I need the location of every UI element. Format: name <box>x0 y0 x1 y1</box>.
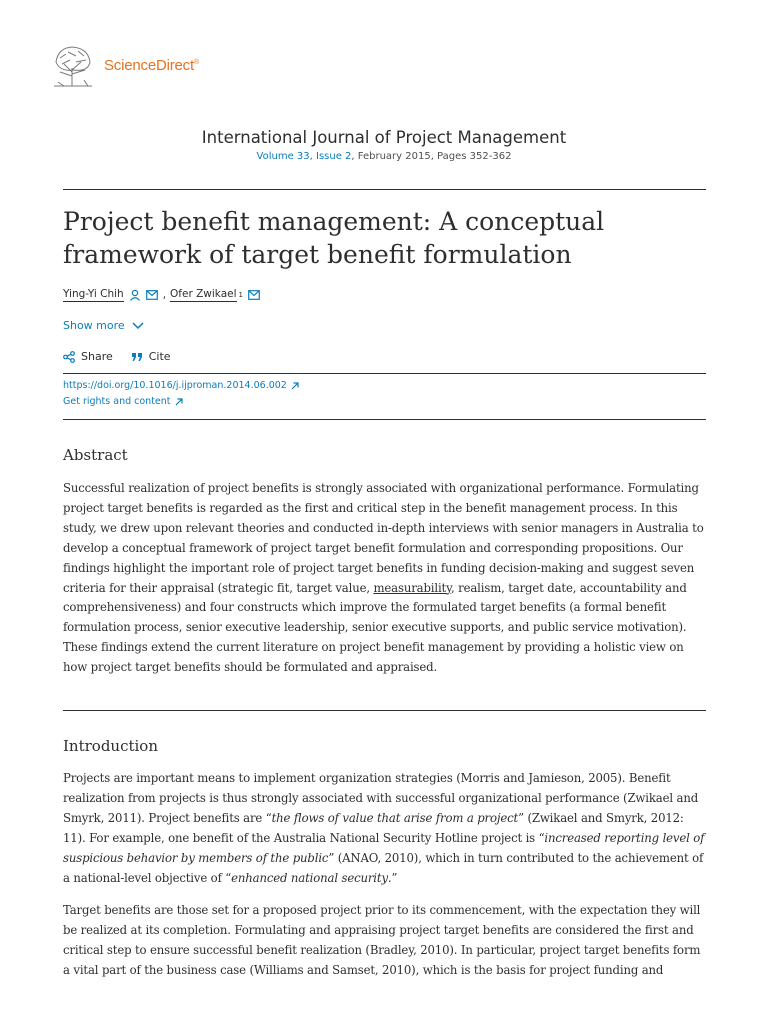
intro-paragraph-2: Target benefits are those set for a proposed project prior to its commencement, with the expectation they will be realized at its completion. Formulating and appraising project target benefits are considered the first and critical step to ensure successful benefit realization (Bradley, 2010). In particular, project target benefits form a vital part of the business case (Williams and Samset, 2010), which is the basis for project funding and <box>63 903 701 977</box>
introduction-heading: Introduction <box>63 737 158 755</box>
article-actions <box>63 350 189 363</box>
journal-issue <box>0 151 768 162</box>
email-icon[interactable] <box>248 290 260 300</box>
intro-paragraph-1 <box>63 769 708 888</box>
show-more-button[interactable] <box>63 319 145 332</box>
doi-link[interactable] <box>63 380 300 391</box>
intro-text: Projects are important means to implement organization strategies (Morris and Jamieson, 2005). Benefit realization from projects is thus strongly associated with successful organizational performance (Zwikael and Smyrk, 2011). Project benefits are “ <box>63 771 699 825</box>
abstract-text-part: , realism, target date, accountability and comprehensiveness) and four constructs which improve the formulated target benefits (a formal benefit formulation process, senior executive leadership, senior executive supports, and public service motivation). These findings extend the current literature on project benefit management by providing a holistic view on how project target benefits should be formulated and appraised. <box>63 580 687 675</box>
external-link-icon <box>290 381 300 391</box>
external-link-icon <box>174 397 184 407</box>
abstract-text <box>63 479 708 678</box>
divider-top <box>63 189 706 190</box>
share-label: Share <box>81 350 113 363</box>
article-links <box>63 380 300 412</box>
quote-icon <box>131 352 143 362</box>
intro-text: ” (Zwikael and Smyrk, 2012: 11). For example, one benefit of the Australia National Security Hotline project is “ <box>63 810 684 845</box>
journal-info <box>0 128 768 162</box>
author-affiliation-sup[interactable]: 1 <box>238 291 243 299</box>
share-button[interactable] <box>63 350 113 363</box>
person-icon[interactable] <box>129 289 141 301</box>
email-icon[interactable] <box>146 290 158 300</box>
divider-actions <box>63 373 706 374</box>
logo-mark: ® <box>193 58 199 66</box>
journal-title[interactable]: International Journal of Project Management <box>201 128 567 147</box>
site-header <box>50 40 199 90</box>
intro-quote: the flows of value that arise from a project <box>271 810 519 825</box>
article-title: Project benefit management: A conceptual framework of target benefit formulation <box>63 207 605 269</box>
chevron-down-icon <box>131 321 145 331</box>
author-list <box>63 288 260 302</box>
intro-text: .” <box>387 870 398 885</box>
intro-text: ” (ANAO, 2010), which in turn contributed to the achievement of a national-level objective of “ <box>63 850 704 885</box>
issue-date-pages: , February 2015, Pages 352-362 <box>351 151 512 162</box>
rights-link[interactable] <box>63 396 300 407</box>
author-ofer-zwikael[interactable]: Ofer Zwikael <box>170 288 237 300</box>
abstract-text-part: Successful realization of project benefits is strongly associated with organizational performance. Formulating project target benefits is regarded as the first and critical step in the benefit management process. In this study, we drew upon relevant theories and conducted in-depth interviews with senior managers in Australia to develop a conceptual framework of project target benefit formulation and corresponding propositions. Our findings highlight the important role of project target benefits in funding decision-making and suggest seven criteria for their appraisal (strategic fit, target value, <box>63 481 704 595</box>
elsevier-tree-icon[interactable] <box>50 42 96 88</box>
author-separator: , <box>162 289 167 301</box>
cite-button[interactable] <box>131 350 171 363</box>
volume-issue-link[interactable]: Volume 33, Issue 2 <box>256 151 352 162</box>
sciencedirect-logo[interactable] <box>104 57 199 74</box>
divider-links <box>63 419 706 420</box>
logo-text: ScienceDirect <box>104 56 194 74</box>
show-more-label: Show more <box>63 319 125 332</box>
abstract-heading: Abstract <box>63 446 128 464</box>
divider-abstract <box>63 710 706 711</box>
share-icon <box>63 351 75 363</box>
rights-text: Get rights and content <box>63 396 171 407</box>
author-ying-yi-chih[interactable]: Ying-Yi Chih <box>63 288 124 300</box>
cite-label: Cite <box>148 350 171 363</box>
doi-text: https://doi.org/10.1016/j.ijproman.2014.06.002 <box>63 380 287 391</box>
intro-quote: increased reporting level of suspicious behavior by members of the public <box>63 830 705 865</box>
measurability-link[interactable]: measurability <box>373 580 452 595</box>
intro-quote: enhanced national security <box>231 870 388 885</box>
